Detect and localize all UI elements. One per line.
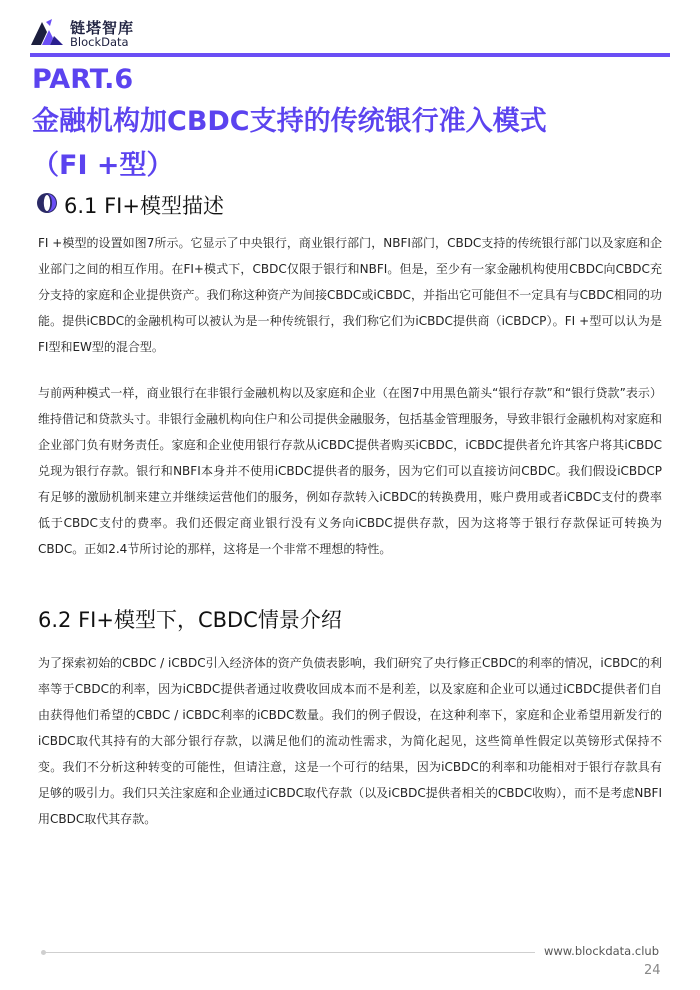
footer-url: www.blockdata.club <box>544 944 659 958</box>
paragraph: 为了探索初始的CBDC / iCBDC引入经济体的资产负债表影响，我们研究了央行修正CBDC的利率的情况，iCBDC的利率等于CBDC的利率，因为iCBDC提供者通过收费收回成本而不是利差，以及家庭和企业可以通过iCBDC提供者们自由获得他们希望的CBDC / iCBDC利率的iCBDC数量。我们的例子假设，在这种利率下，家庭和企业希望用新发行的iCBDC取代其持有的大部分银行存款，以满足他们的流动性需求，为简化起见，这些简单性假定以英镑形式保持不变。我们不分析这种转变的可能性，但请注意，这是一个可行的结果，因为iCBDC的利率和功能相对于银行存款具有足够的吸引力。我们只关注家庭和企业通过iCBDC取代存款（以及iCBDC提供者相关的CBDC收购），而不是考虑NBFI用CBDC取代其存款。 <box>38 656 662 826</box>
logo-text-cn: 链塔智库 <box>70 19 135 37</box>
title-line-2: （FI +型） <box>32 150 174 181</box>
section-bullet-icon <box>36 192 58 214</box>
header-divider <box>30 53 670 57</box>
logo-text-en: BlockData <box>70 35 129 49</box>
title-line-1: 金融机构加CBDC支持的传统银行准入模式 <box>32 106 547 137</box>
page-number: 24 <box>644 963 661 978</box>
paragraph: FI +模型的设置如图7所示。它显示了中央银行，商业银行部门，NBFI部门，CBDC支持的传统银行部门以及家庭和企业部门之间的相互作用。在FI+模式下，CBDC仅限于银行和NBFI。但是，至少有一家金融机构使用CBDC向CBDC充分支持的家庭和企业提供资产。我们称这种资产为间接CBDC或iCBDC，并指出它可能但不一定具有与CBDC相同的功能。提供iCBDC的金融机构可以被认为是一种传统银行，我们称它们为iCBDC提供商（iCBDCP）。FI +型可以认为是FI型和EW型的混合型。 <box>38 236 662 354</box>
section-heading-6-2: 6.2 FI+模型下，CBDC情景介绍 <box>38 608 342 632</box>
footer-divider <box>43 952 535 953</box>
page-title <box>32 100 672 188</box>
header <box>30 14 670 50</box>
part-label: PART.6 <box>32 64 134 95</box>
blockdata-logo-icon <box>30 16 64 46</box>
paragraph: 与前两种模式一样，商业银行在非银行金融机构以及家庭和企业（在图7中用黑色箭头“银行存款”和“银行贷款”表示）维持借记和贷款头寸。非银行金融机构向住户和公司提供金融服务，包括基金管理服务，导致非银行金融机构对家庭和企业部门负有财务责任。家庭和企业使用银行存款从iCBDC提供者购买iCBDC，iCBDC提供者允许其客户将其iCBDC兑现为银行存款。银行和NBFI本身并不使用iCBDC提供者的服务，因为它们可以直接访问CBDC。我们假设iCBDCP有足够的激励机制来建立并继续运营他们的服务，例如存款转入iCBDC的转换费用，账户费用或者iCBDC支付的费率低于CBDC支付的费率。我们还假定商业银行没有义务向iCBDC提供存款，因为这将等于银行存款保证可转换为CBDC。正如2.4节所讨论的那样，这将是一个非常不理想的特性。 <box>38 386 663 556</box>
section-heading-6-1: 6.1 FI+模型描述 <box>64 194 224 218</box>
